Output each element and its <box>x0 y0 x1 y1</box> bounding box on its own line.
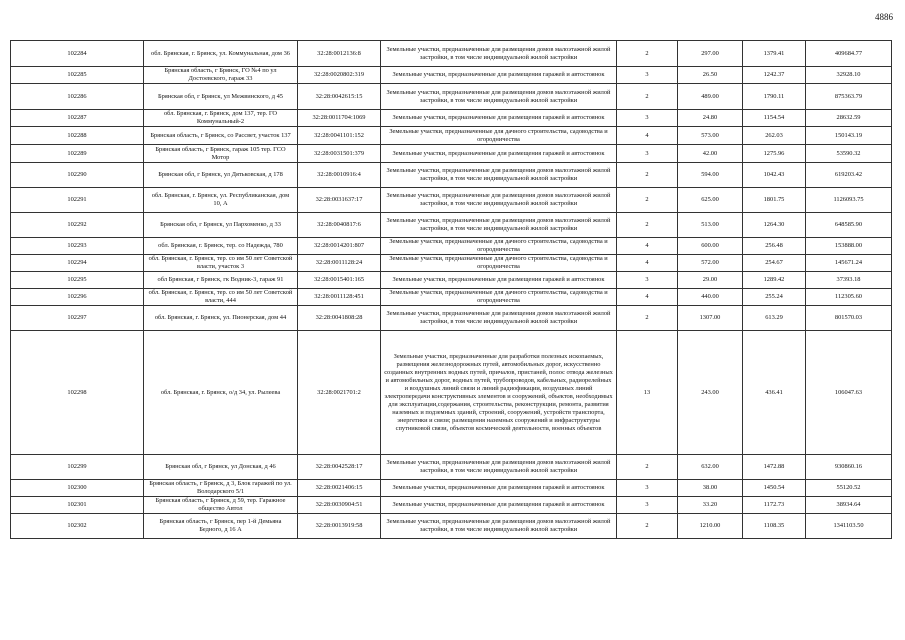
table-row <box>11 331 892 455</box>
cell-address: обл Брянская, г Брянск, гк Водник-3, гараж 91 <box>144 272 298 289</box>
cell-category-code: 4 <box>617 238 678 255</box>
cell-cadastral-value: 28632.59 <box>806 110 892 127</box>
cell-specific-value: 255.24 <box>743 289 806 306</box>
cell-category-code: 4 <box>617 127 678 145</box>
table-row <box>11 497 892 514</box>
table-row <box>11 455 892 480</box>
cell-area: 513.00 <box>678 213 743 238</box>
table-row <box>11 110 892 127</box>
cell-row-number: 102284 <box>11 41 144 67</box>
cell-cadastral-value: 106047.63 <box>806 331 892 455</box>
cell-cadastral-value: 55120.52 <box>806 480 892 497</box>
cell-row-number: 102300 <box>11 480 144 497</box>
cell-category-code: 2 <box>617 514 678 539</box>
cell-cadastral-number: 32:28:0011128:451 <box>298 289 381 306</box>
cell-land-purpose: Земельные участки, предназначенные для размещения домов малоэтажной жилой застройки, в том числе индивидуальной жилой застройки <box>381 213 617 238</box>
cell-specific-value: 1264.30 <box>743 213 806 238</box>
cell-row-number: 102293 <box>11 238 144 255</box>
cell-cadastral-number: 32:28:0041101:152 <box>298 127 381 145</box>
cell-specific-value: 613.29 <box>743 306 806 331</box>
cell-address: Брянская обл, г Брянск, ул Дятьковская, д 178 <box>144 163 298 188</box>
cell-cadastral-value: 1126093.75 <box>806 188 892 213</box>
cell-category-code: 2 <box>617 306 678 331</box>
cell-cadastral-value: 38934.64 <box>806 497 892 514</box>
cell-area: 573.00 <box>678 127 743 145</box>
cell-address: Брянская область, г Брянск, со Рассвет, участок 137 <box>144 127 298 145</box>
cell-cadastral-number: 32:28:0031501:379 <box>298 145 381 163</box>
cell-area: 243.00 <box>678 331 743 455</box>
cell-row-number: 102290 <box>11 163 144 188</box>
table-row <box>11 67 892 84</box>
cell-area: 594.00 <box>678 163 743 188</box>
table-row <box>11 289 892 306</box>
cell-category-code: 2 <box>617 84 678 110</box>
cell-address: Брянская обл, г Брянск, ул Пархоменко, д 33 <box>144 213 298 238</box>
cell-specific-value: 256.48 <box>743 238 806 255</box>
cell-address: обл. Брянская, г. Брянск, дом 137, тер. ГО Коммунальный-2 <box>144 110 298 127</box>
cell-row-number: 102297 <box>11 306 144 331</box>
cell-cadastral-value: 53590.32 <box>806 145 892 163</box>
cell-row-number: 102295 <box>11 272 144 289</box>
cell-specific-value: 1450.54 <box>743 480 806 497</box>
cell-address: Брянская обл, г Брянск, ул Донская, д 46 <box>144 455 298 480</box>
cell-cadastral-value: 153888.00 <box>806 238 892 255</box>
cell-address: обл. Брянская, г. Брянск, ул. Коммунальная, дом 36 <box>144 41 298 67</box>
table-row <box>11 255 892 272</box>
cell-row-number: 102301 <box>11 497 144 514</box>
cell-area: 297.00 <box>678 41 743 67</box>
cell-cadastral-value: 112305.60 <box>806 289 892 306</box>
cell-address: обл. Брянская, г. Брянск, ул. Пионерская, дом 44 <box>144 306 298 331</box>
table-row <box>11 188 892 213</box>
cell-land-purpose: Земельные участки, предназначенные для размещения гаражей и автостоянок <box>381 145 617 163</box>
cell-land-purpose: Земельные участки, предназначенные для дачного строительства, садоводства и огородничества <box>381 255 617 272</box>
cell-cadastral-number: 32:28:0042615:15 <box>298 84 381 110</box>
cell-cadastral-value: 875363.79 <box>806 84 892 110</box>
cell-specific-value: 1801.75 <box>743 188 806 213</box>
cell-row-number: 102285 <box>11 67 144 84</box>
table-row <box>11 84 892 110</box>
cell-category-code: 3 <box>617 272 678 289</box>
cell-land-purpose: Земельные участки, предназначенные для дачного строительства, садоводства и огородничества <box>381 127 617 145</box>
cell-specific-value: 436.41 <box>743 331 806 455</box>
cell-category-code: 3 <box>617 67 678 84</box>
cell-address: Брянская область, г Брянск, ГО №4 по ул Достоевского, гараж 33 <box>144 67 298 84</box>
cell-cadastral-number: 32:28:0020802:319 <box>298 67 381 84</box>
cell-address: обл. Брянская, г. Брянск, ул. Республиканская, дом 10, А <box>144 188 298 213</box>
cell-area: 42.00 <box>678 145 743 163</box>
cell-cadastral-number: 32:28:0042528:17 <box>298 455 381 480</box>
cell-row-number: 102286 <box>11 84 144 110</box>
cell-cadastral-number: 32:28:0040817:6 <box>298 213 381 238</box>
cell-address: обл. Брянская, г. Брянск, о/д 34, ул. Рылеева <box>144 331 298 455</box>
cell-row-number: 102289 <box>11 145 144 163</box>
cell-cadastral-value: 648585.90 <box>806 213 892 238</box>
cell-address: обл. Брянская, г. Брянск, тер. со им 50 лет Советской власти, участок 3 <box>144 255 298 272</box>
cell-land-purpose: Земельные участки, предназначенные для разработки полезных ископаемых, размещения железнодорожных путей, автомобильных дорог, искусственно созданных внутренних водных путей, причалов, пристаней, полос отвода железных и автомобильных дорог, водных путей, трубопроводов, кабельных, радиорелейных и воздушных линий связи и линий радиофикации, воздушных линий электропередачи конструктивных элементов и сооружений, объектов, необходимых для эксплуатации,содержания, строительства, реконструкции, ремонта, развития наземных и подземных зданий, строений, сооружений, устройств транспорта, энергетики и связи; размещения наземных сооружений и инфраструктуры спутниковой связи, объектов космической деятельности, военных объектов <box>381 331 617 455</box>
table-row <box>11 163 892 188</box>
cell-category-code: 2 <box>617 188 678 213</box>
cell-land-purpose: Земельные участки, предназначенные для дачного строительства, садоводства и огородничества <box>381 238 617 255</box>
cell-category-code: 2 <box>617 41 678 67</box>
table-row <box>11 145 892 163</box>
cell-land-purpose: Земельные участки, предназначенные для размещения домов малоэтажной жилой застройки, в том числе индивидуальной жилой застройки <box>381 188 617 213</box>
cell-cadastral-number: 32:28:0010916:4 <box>298 163 381 188</box>
cell-cadastral-number: 32:28:0011704:1069 <box>298 110 381 127</box>
cell-category-code: 3 <box>617 497 678 514</box>
cell-category-code: 3 <box>617 110 678 127</box>
cell-address: Брянская область, г Брянск, пер 1-й Демьяна Бедного, д 16 А <box>144 514 298 539</box>
page-number: 4886 <box>875 12 893 22</box>
cell-specific-value: 1790.11 <box>743 84 806 110</box>
cell-category-code: 3 <box>617 145 678 163</box>
cell-row-number: 102298 <box>11 331 144 455</box>
cell-address: обл. Брянская, г. Брянск, тер. со им 50 лет Советской власти, 444 <box>144 289 298 306</box>
cell-specific-value: 1275.96 <box>743 145 806 163</box>
cell-land-purpose: Земельные участки, предназначенные для размещения гаражей и автостоянок <box>381 110 617 127</box>
table-row <box>11 272 892 289</box>
cell-category-code: 3 <box>617 480 678 497</box>
cell-cadastral-value: 801570.03 <box>806 306 892 331</box>
cell-address: Брянская обл, г Брянск, ул Межвинского, д 45 <box>144 84 298 110</box>
cell-area: 632.00 <box>678 455 743 480</box>
cell-area: 24.80 <box>678 110 743 127</box>
cell-specific-value: 1472.88 <box>743 455 806 480</box>
cell-specific-value: 1289.42 <box>743 272 806 289</box>
cell-cadastral-number: 32:28:0013919:58 <box>298 514 381 539</box>
cell-cadastral-value: 930860.16 <box>806 455 892 480</box>
cell-land-purpose: Земельные участки, предназначенные для размещения домов малоэтажной жилой застройки, в том числе индивидуальной жилой застройки <box>381 41 617 67</box>
cell-land-purpose: Земельные участки, предназначенные для размещения домов малоэтажной жилой застройки, в том числе индивидуальной жилой застройки <box>381 306 617 331</box>
cell-cadastral-value: 1341103.50 <box>806 514 892 539</box>
table-row <box>11 514 892 539</box>
cell-specific-value: 1108.35 <box>743 514 806 539</box>
cell-land-purpose: Земельные участки, предназначенные для размещения гаражей и автостоянок <box>381 272 617 289</box>
cell-specific-value: 262.03 <box>743 127 806 145</box>
cell-cadastral-value: 409684.77 <box>806 41 892 67</box>
land-plot-table <box>10 40 892 539</box>
cell-area: 33.20 <box>678 497 743 514</box>
table-body <box>11 41 892 539</box>
table-row <box>11 480 892 497</box>
cell-category-code: 2 <box>617 163 678 188</box>
cell-category-code: 13 <box>617 331 678 455</box>
cell-cadastral-number: 32:28:0011128:24 <box>298 255 381 272</box>
cell-cadastral-number: 32:28:0014201:807 <box>298 238 381 255</box>
cell-cadastral-number: 32:28:0031637:17 <box>298 188 381 213</box>
cell-cadastral-number: 32:28:0030904:51 <box>298 497 381 514</box>
cell-land-purpose: Земельные участки, предназначенные для размещения домов малоэтажной жилой застройки, в том числе индивидуальной жилой застройки <box>381 84 617 110</box>
cell-area: 600.00 <box>678 238 743 255</box>
cell-row-number: 102296 <box>11 289 144 306</box>
cell-land-purpose: Земельные участки, предназначенные для размещения гаражей и автостоянок <box>381 480 617 497</box>
cell-land-purpose: Земельные участки, предназначенные для размещения гаражей и автостоянок <box>381 497 617 514</box>
cell-category-code: 4 <box>617 255 678 272</box>
cell-cadastral-number: 32:28:0015401:165 <box>298 272 381 289</box>
cell-land-purpose: Земельные участки, предназначенные для размещения домов малоэтажной жилой застройки, в том числе индивидуальной жилой застройки <box>381 514 617 539</box>
table-row <box>11 213 892 238</box>
cell-land-purpose: Земельные участки, предназначенные для размещения домов малоэтажной жилой застройки, в том числе индивидуальной жилой застройки <box>381 455 617 480</box>
cell-specific-value: 1154.54 <box>743 110 806 127</box>
cell-specific-value: 254.67 <box>743 255 806 272</box>
cell-specific-value: 1042.43 <box>743 163 806 188</box>
cell-specific-value: 1379.41 <box>743 41 806 67</box>
cell-row-number: 102302 <box>11 514 144 539</box>
cell-row-number: 102287 <box>11 110 144 127</box>
cell-address: Брянская область, г Брянск, д 59, тер. Гаражное общество Автол <box>144 497 298 514</box>
cell-cadastral-number: 32:28:0021406:15 <box>298 480 381 497</box>
cell-cadastral-value: 32928.10 <box>806 67 892 84</box>
cell-area: 29.00 <box>678 272 743 289</box>
cell-area: 625.00 <box>678 188 743 213</box>
cell-land-purpose: Земельные участки, предназначенные для размещения домов малоэтажной жилой застройки, в том числе индивидуальной жилой застройки <box>381 163 617 188</box>
table-row <box>11 306 892 331</box>
cell-area: 572.00 <box>678 255 743 272</box>
cell-land-purpose: Земельные участки, предназначенные для размещения гаражей и автостоянок <box>381 67 617 84</box>
cell-area: 26.50 <box>678 67 743 84</box>
cell-area: 1210.00 <box>678 514 743 539</box>
cell-specific-value: 1172.73 <box>743 497 806 514</box>
cell-category-code: 4 <box>617 289 678 306</box>
cell-area: 38.00 <box>678 480 743 497</box>
cell-cadastral-number: 32:28:0041808:28 <box>298 306 381 331</box>
cell-area: 489.00 <box>678 84 743 110</box>
cell-area: 440.00 <box>678 289 743 306</box>
cell-category-code: 2 <box>617 455 678 480</box>
cell-row-number: 102299 <box>11 455 144 480</box>
cell-cadastral-value: 145671.24 <box>806 255 892 272</box>
cell-cadastral-value: 619203.42 <box>806 163 892 188</box>
cell-land-purpose: Земельные участки, предназначенные для дачного строительства, садоводства и огородничества <box>381 289 617 306</box>
cell-cadastral-number: 32:28:0021701:2 <box>298 331 381 455</box>
table-row <box>11 127 892 145</box>
table-row <box>11 238 892 255</box>
cell-address: Брянская область, г Брянск, гараж 105 тер. ГСО Мотор <box>144 145 298 163</box>
cell-row-number: 102294 <box>11 255 144 272</box>
cell-cadastral-value: 37393.18 <box>806 272 892 289</box>
cell-row-number: 102292 <box>11 213 144 238</box>
cell-cadastral-number: 32:28:0012136:8 <box>298 41 381 67</box>
cell-address: Брянская область, г Брянск, д 3, Блок гаражей по ул. Володарского 5/1 <box>144 480 298 497</box>
cell-specific-value: 1242.37 <box>743 67 806 84</box>
table-row <box>11 41 892 67</box>
cell-row-number: 102288 <box>11 127 144 145</box>
cell-category-code: 2 <box>617 213 678 238</box>
cell-cadastral-value: 150143.19 <box>806 127 892 145</box>
cell-row-number: 102291 <box>11 188 144 213</box>
cell-area: 1307.00 <box>678 306 743 331</box>
cell-address: обл. Брянская, г. Брянск, тер. со Надежда, 780 <box>144 238 298 255</box>
